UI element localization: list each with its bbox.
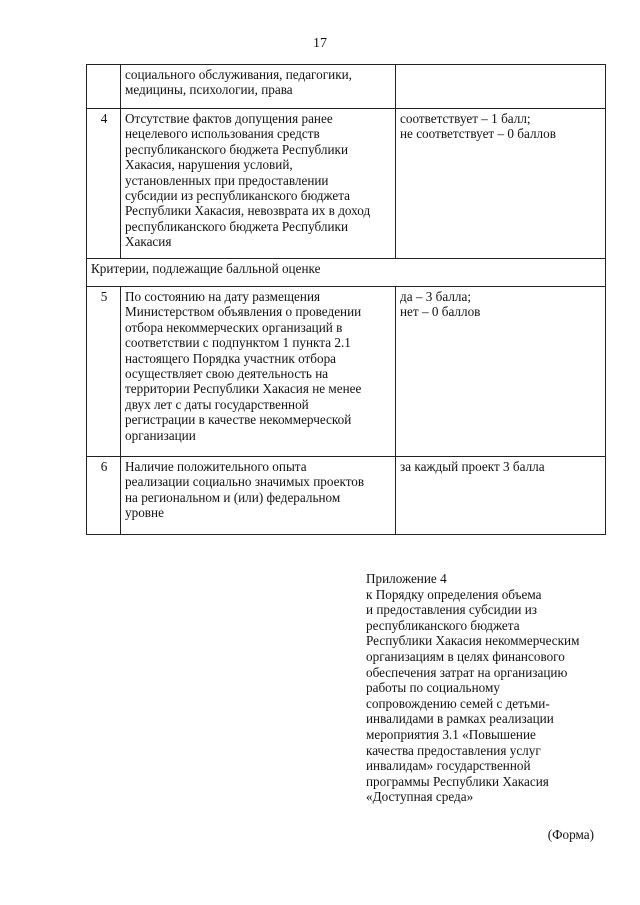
criterion-line: По состоянию на дату размещения — [125, 289, 321, 304]
criterion-line: реализации социально значимых проектов — [125, 474, 365, 490]
criterion-line: регистрации в качестве некоммерческой — [125, 412, 352, 428]
appendix-line: качества предоставления услуг — [366, 742, 541, 758]
criterion-line: Хакасия — [125, 234, 172, 250]
appendix-line: и предоставления субсидии из — [366, 602, 538, 618]
criterion-line: Министерством объявления о проведении — [125, 304, 362, 320]
criterion-line: социального обслуживания, педагогики, — [125, 67, 352, 82]
criterion-line: двух лет с даты государственной — [125, 396, 309, 412]
row-number-cell — [87, 65, 121, 109]
criterion-line: организации — [125, 427, 196, 443]
appendix-block — [366, 571, 579, 805]
score-cell — [396, 109, 606, 259]
criterion-line: Отсутствие фактов допущения ранее — [125, 111, 333, 126]
appendix-line: мероприятия 3.1 «Повышение — [366, 726, 536, 742]
score-line: нет – 0 баллов — [400, 304, 481, 320]
section-header-row — [87, 259, 606, 287]
appendix-line: к Порядку определения объема — [366, 586, 542, 602]
appendix-line: Приложение 4 — [366, 571, 447, 586]
criterion-line: отбора некоммерческих организаций в — [125, 319, 343, 335]
section-header: Критерии, подлежащие балльной оценке — [87, 259, 606, 287]
criterion-line: Республики Хакасия, невозврата их в доход — [125, 203, 371, 219]
criterion-line: осуществляет свою деятельность на — [125, 366, 329, 382]
criterion-cell — [121, 109, 396, 259]
table-row — [87, 65, 606, 109]
table-row — [87, 457, 606, 535]
criterion-cell — [121, 287, 396, 457]
appendix-line: инвалидами в рамках реализации — [366, 711, 554, 727]
appendix-line: программы Республики Хакасия — [366, 773, 549, 789]
appendix-line: обеспечения затрат на организацию — [366, 664, 568, 680]
criterion-line: Хакасия, нарушения условий, — [125, 157, 293, 173]
criterion-line: республиканского бюджета Республики — [125, 141, 349, 157]
criterion-line: настоящего Порядка участник отбора — [125, 350, 337, 366]
score-line: не соответствует – 0 баллов — [400, 126, 556, 142]
criterion-line: установленных при предоставлении — [125, 172, 329, 188]
appendix-line: «Доступная среда» — [366, 789, 474, 805]
row-number-cell: 6 — [87, 457, 121, 535]
criterion-line: субсидии из республиканского бюджета — [125, 188, 350, 204]
criterion-cell — [121, 457, 396, 535]
appendix-line: работы по социальному — [366, 680, 500, 696]
criterion-cell — [121, 65, 396, 109]
criterion-line: Наличие положительного опыта — [125, 459, 307, 474]
criteria-table — [86, 64, 606, 535]
appendix-line: инвалидам» государственной — [366, 758, 531, 774]
score-cell — [396, 287, 606, 457]
page-number: 17 — [313, 36, 327, 51]
criterion-line: медицины, психологии, права — [125, 82, 293, 98]
score-line: да – 3 балла; — [400, 289, 471, 304]
row-number-cell: 4 — [87, 109, 121, 259]
appendix-line: сопровождению семей с детьми- — [366, 695, 550, 711]
appendix-line: Республики Хакасия некоммерческим — [366, 633, 580, 649]
criterion-line: на региональном и (или) федеральном — [125, 489, 341, 505]
appendix-line: республиканского бюджета — [366, 617, 520, 633]
score-cell — [396, 457, 606, 535]
form-label: (Форма) — [547, 827, 594, 842]
criterion-line: нецелевого использования средств — [125, 126, 320, 142]
table-row — [87, 287, 606, 457]
score-line: за каждый проект 3 балла — [400, 459, 545, 474]
row-number-cell: 5 — [87, 287, 121, 457]
criterion-line: уровне — [125, 505, 164, 521]
table-row — [87, 109, 606, 259]
criterion-line: территории Республики Хакасия не менее — [125, 381, 362, 397]
criterion-line: соответствии с подпунктом 1 пункта 2.1 — [125, 335, 351, 351]
criterion-line: республиканского бюджета Республики — [125, 218, 349, 234]
appendix-line: организациям в целях финансового — [366, 648, 565, 664]
score-line: соответствует – 1 балл; — [400, 111, 531, 126]
score-cell — [396, 65, 606, 109]
